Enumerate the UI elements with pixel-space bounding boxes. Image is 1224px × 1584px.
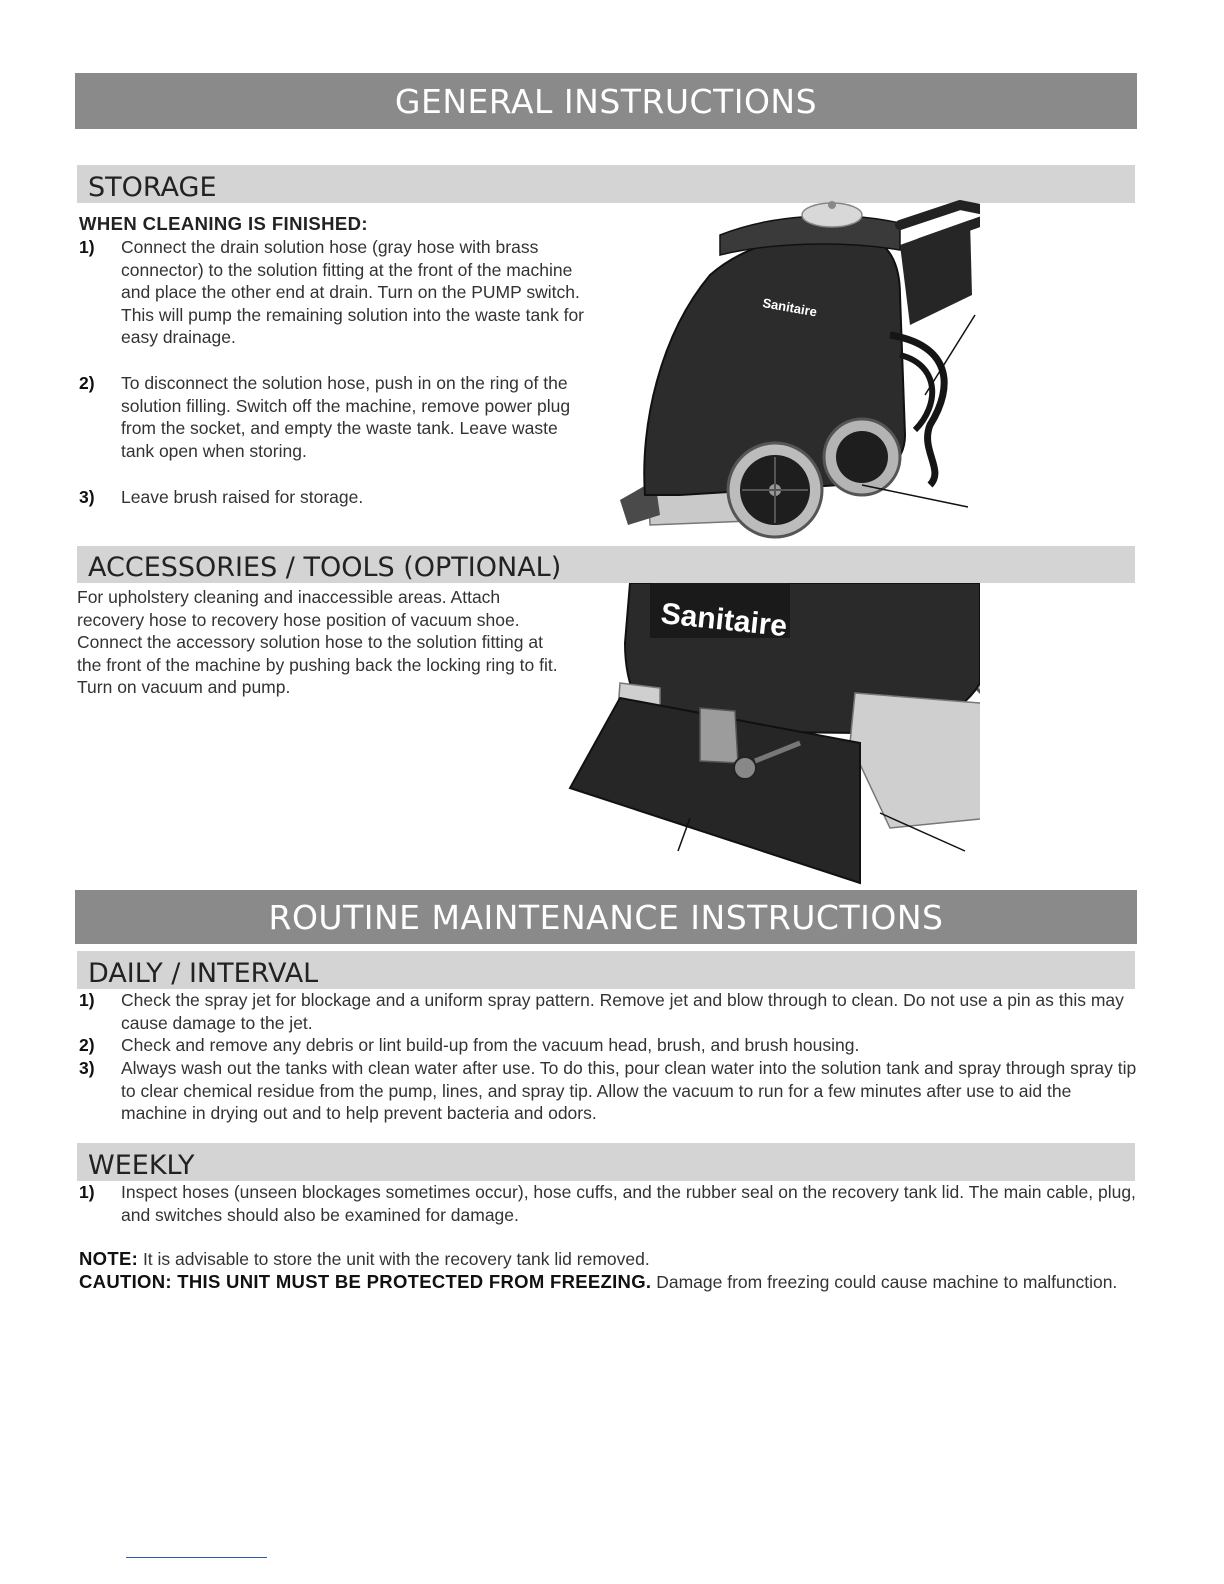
item-text: Check and remove any debris or lint build-up from the vacuum head, brush, and brush housing. [121,1035,860,1055]
item-number: 1) [79,990,95,1010]
storage-item-1 [79,236,589,349]
item-number: 2) [79,1035,95,1055]
caution-text: Damage from freezing could cause machine to malfunction. [656,1272,1118,1292]
storage-lead-heading: WHEN CLEANING IS FINISHED: [79,213,368,234]
item-text: Always wash out the tanks with clean water after use. To do this, pour clean water into the solution tank and spray through spray tip to clear chemical residue from the pump, lines, and spray tip. Allow the vacuum to run for a few minutes after use to aid the machine in drying out and to help prevent bacteria and odors. [121,1058,1137,1124]
note-text: It is advisable to store the unit with the recovery tank lid removed. [142,1249,650,1269]
carpet-extractor-rear-figure [600,195,980,545]
accessories-text: For upholstery cleaning and inaccessible areas. Attach recovery hose to recovery hose position of vacuum shoe. Connect the accessory solution hose to the solution fitting at the front of the machine by pushing back the locking ring to fit. Turn on vacuum and pump. [77,587,558,698]
item-number: 1) [79,1182,95,1202]
routine-maintenance-banner: ROUTINE MAINTENANCE INSTRUCTIONS [75,890,1137,944]
item-text: Connect the drain solution hose (gray hose with brass connector) to the solution fitting at the front of the machine and place the other end at drain. Turn on the PUMP switch. This will pump the remaining solution into the waste tank for easy drainage. [121,237,585,348]
note-label: NOTE: [79,1248,139,1269]
item-text: Leave brush raised for storage. [121,487,364,507]
accessories-heading: ACCESSORIES / TOOLS (OPTIONAL) [77,546,1135,583]
daily-interval-heading: DAILY / INTERVAL [77,951,1135,989]
caution-label: CAUTION: THIS UNIT MUST BE PROTECTED FROM FREEZING. [79,1271,652,1292]
item-number: 1) [79,237,95,257]
carpet-extractor-front-figure [560,583,980,888]
storage-item-2 [79,372,589,462]
item-text: Check the spray jet for blockage and a uniform spray pattern. Remove jet and blow through to clean. Do not use a pin as this may cause damage to the jet. [121,990,1124,1033]
item-text: Inspect hoses (unseen blockages sometimes occur), hose cuffs, and the rubber seal on the recovery tank lid. The main cable, plug, and switches should also be examined for damage. [121,1182,1136,1225]
figure-brand-label-1: Sanitaire [761,295,819,320]
storage-heading: STORAGE [77,165,1135,203]
caution-line [79,1271,1139,1294]
item-number: 3) [79,487,95,507]
item-number: 3) [79,1058,95,1078]
figure-brand-label-2: Sanitaire [659,597,789,644]
daily-item-3 [79,1057,1139,1125]
footer-rule [126,1557,267,1558]
weekly-heading: WEEKLY [77,1143,1135,1181]
storage-item-3 [79,486,589,509]
item-text: To disconnect the solution hose, push in on the ring of the solution filling. Switch off the machine, remove power plug from the socket, and empty the waste tank. Leave waste tank open when storing. [121,373,571,461]
daily-item-2 [79,1034,1139,1057]
general-instructions-banner: GENERAL INSTRUCTIONS [75,73,1137,129]
note-line [79,1248,1139,1271]
daily-item-1 [79,989,1139,1034]
item-number: 2) [79,373,95,393]
weekly-item-1 [79,1181,1139,1226]
